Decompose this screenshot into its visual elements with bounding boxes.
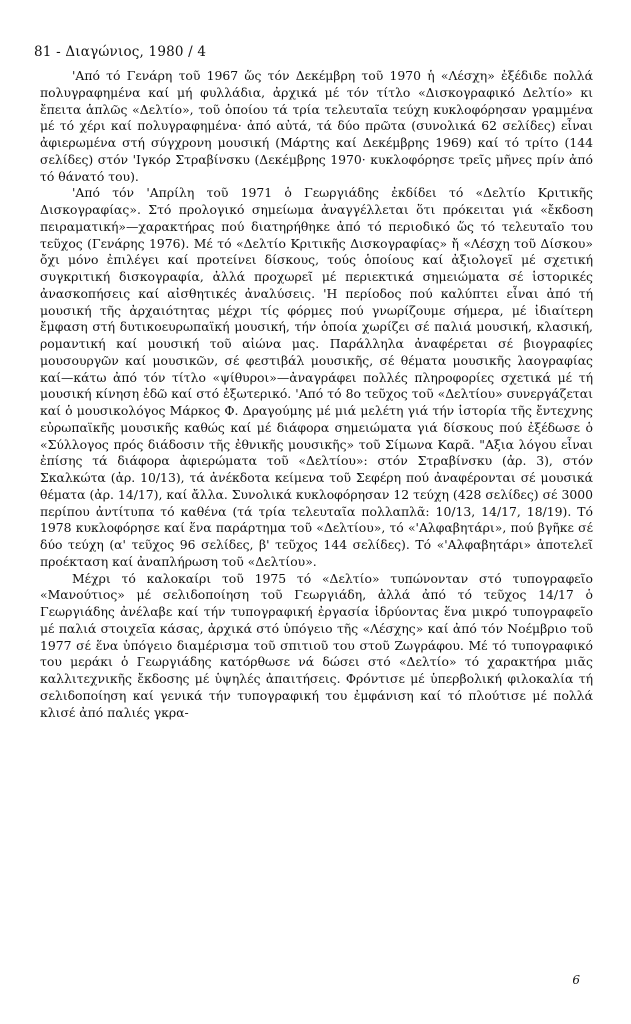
page-folio: 6	[572, 973, 580, 987]
article-body	[40, 68, 593, 721]
running-head: 81 - Διαγώνιος, 1980 / 4	[34, 44, 207, 60]
paragraph-3: Μέχρι τό καλοκαίρι τοῦ 1975 τό «Δελτίο» τυπώνονταν στό τυπογραφεῖο «Μανούτιος» μέ σελιδοποίηση τοῦ Γεωργιάδη, ἀλλά ἀπό τό τεῦχος 14/17 ὁ Γεωργιάδης ἀνέλαβε καί τήν τυπογραφική ἐργασία ἱδρύοντας ἕνα μικρό τυπογραφεῖο μέ παλιά στοιχεῖα κάσας, ἀρχικά στό ὑπόγειο τῆς «Λέσχης» καί ἀπό τόν Νοέμβριο τοῦ 1977 σέ ἕνα ὑπόγειο διαμέρισμα τοῦ σπιτιοῦ του στοῦ Ζωγράφου. Μέ τό τυπογραφικό του μεράκι ὁ Γεωργιάδης κατόρθωσε νά δώσει στό «Δελτίο» τό χαρακτήρα μιᾶς καλλιτεχνικῆς ἔκδοσης μέ ὑψηλές ἀπαιτήσεις. Φρόντισε μέ ὑπερβολική φιλοκαλία τή σελιδοποίηση καί γενικά τήν τυπογραφική του ἐμφάνιση καί τό πλούτισε μέ πολλά κλισέ ἀπό παλιές γκρα-	[40, 570, 593, 720]
paragraph-1: 'Από τό Γενάρη τοῦ 1967 ὥς τόν Δεκέμβρη τοῦ 1970 ἡ «Λέσχη» ἐξέδιδε πολλά πολυγραφημένα καί μή φυλλάδια, ἀρχικά μέ τόν τίτλο «Δισκογραφικό Δελτίο» κι ἔπειτα ἁπλῶς «Δελτίο», τοῦ ὁποίου τά τρία τελευταῖα τεύχη κυκλοφόρησαν γραμμένα μέ τό χέρι καί πολυγραφημένα· ἀπό αὐτά, τά δύο πρῶτα (συνολικά 62 σελίδες) εἶναι ἀφιερωμένα στή σύγχρονη μουσική (Μάρτης καί Δεκέμβρης 1969) καί τό τρίτο (144 σελίδες) στόν 'Ιγκόρ Στραβίνσκυ (Δεκέμβρης 1970· κυκλοφόρησε τρεῖς μῆνες πρίν ἀπό τό θάνατό του).	[40, 68, 593, 184]
paragraph-2: 'Από τόν 'Απρίλη τοῦ 1971 ὁ Γεωργιάδης ἐκδίδει τό «Δελτίο Κριτικῆς Δισκογραφίας». Στό προλογικό σημείωμα ἀναγγέλλεται ὅτι πρόκειται γιά «ἔκδοση πειραματική»—χαρακτήρας πού διατηρήθηκε ἀπό τό περιοδικό ὥς τό τελευταῖο του τεῦχος (Γενάρης 1976). Μέ τό «Δελτίο Κριτικῆς Δισκογραφίας» ἤ «Λέσχη τοῦ Δίσκου» ὄχι μόνο ἐπιλέγει καί προτείνει δίσκους, τούς ὁποίους καί ἀξιολογεῖ μέ σχετική συγκριτική δισκογραφία, ἀλλά προχωρεῖ μέ περιεκτικά σημειώματα σέ ἱστορικές ἀνασκοπήσεις καί αἰσθητικές ἀναλύσεις. 'Η περίοδος πού καλύπτει εἶναι ἀπό τή μουσική τῆς ἀρχαιότητας μέχρι τίς φόρμες πού γνωρίζουμε σήμερα, μέ ἰδιαίτερη ἔμφαση στή δυτικοευρωπαϊκή μουσική, τήν ὁποία χωρίζει σέ παλιά μουσική, κλασική, ρομαντική καί μουσική τοῦ αἰώνα μας. Παράλληλα ἀναφέρεται σέ βιογραφίες μουσουργῶν καί μουσικῶν, σέ φεστιβάλ μουσικῆς, σέ θέματα μουσικῆς λαογραφίας καί—κάτω ἀπό τόν τίτλο «ψίθυροι»—ἀναγράφει πολλές πληροφορίες σχετικά μέ τή μουσική κίνηση ἐδῶ καί στό ἐξωτερικό. 'Από τό 8ο τεῦχος τοῦ «Δελτίου» συνεργάζεται καί ὁ μουσικολόγος Μάρκος Φ. Δραγούμης μέ μιά μελέτη γιά τήν ἱστορία τῆς ἔντεχνης εὐρωπαϊκῆς μουσικῆς καθώς καί μέ διάφορα σημειώματα γιά δίσκους πού ἐξέδωσε ὁ «Σύλλογος πρός διάδοσιν τῆς ἐθνικῆς μουσικῆς» τοῦ Σίμωνα Καρᾶ. "Αξια λόγου εἶναι ἐπίσης τά διάφορα ἀφιερώματα τοῦ «Δελτίου»: στόν Στραβίνσκυ (ἀρ. 3), στόν Σκαλκώτα (ἀρ. 10/13), τά ἀνέκδοτα κείμενα τοῦ Σεφέρη πού ἀναφέρονται σέ μουσικά θέματα (ἀρ. 14/17), καί ἄλλα. Συνολικά κυκλοφόρησαν 12 τεύχη (428 σελίδες) σέ 3000 περίπου ἀντίτυπα τό καθένα (τά τρία τελευταῖα πολλαπλᾶ: 10/13, 14/17, 18/19). Τό 1978 κυκλοφόρησε καί ἕνα παράρτημα τοῦ «Δελτίου», τό «'Αλφαβητάρι», πού βγῆκε σέ δύο τεύχη (α' τεῦχος 96 σελίδες, β' τεῦχος 144 σελίδες). Τό «'Αλφαβητάρι» ἀποτελεῖ προέκταση καί ἀναπλήρωση τοῦ «Δελτίου».	[40, 185, 593, 569]
